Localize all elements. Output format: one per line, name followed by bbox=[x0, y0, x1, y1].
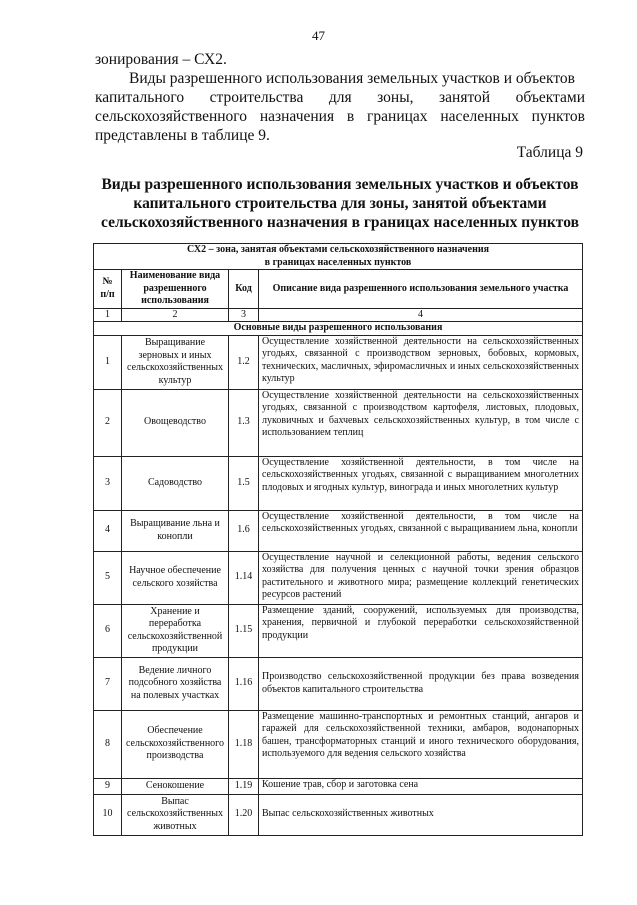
page-number: 47 bbox=[312, 28, 325, 43]
zone-title-row bbox=[94, 244, 583, 270]
row-description: Выпас сельскохозяйственных животных bbox=[259, 794, 583, 835]
row-number: 4 bbox=[94, 510, 122, 551]
row-number: 8 bbox=[94, 710, 122, 778]
header-row bbox=[94, 270, 583, 309]
intro-continuation: зонирования – СХ2. bbox=[95, 51, 227, 68]
row-number: 10 bbox=[94, 794, 122, 835]
zone-title-cell bbox=[94, 244, 583, 270]
row-name: Выращивание зерновых и иных сельскохозяйственных культур bbox=[122, 335, 229, 389]
row-name: Сенокошение bbox=[122, 778, 229, 794]
row-number: 2 bbox=[94, 389, 122, 456]
column-number: 3 bbox=[229, 308, 259, 322]
row-description: Размещение зданий, сооружений, используемых для производства, хранения, первичной и глубокой переработки сельскохозяйственной продукции bbox=[259, 604, 583, 657]
table-label: Таблица 9 bbox=[516, 144, 583, 161]
heading-line: сельскохозяйственного назначения в границах населенных пунктов bbox=[101, 214, 579, 231]
intro-line: сельскохозяйственного назначения в границах населенных пунктов bbox=[95, 108, 585, 125]
land-use-table bbox=[93, 243, 583, 836]
row-name: Обеспечение сельскохозяйственного производства bbox=[122, 710, 229, 778]
row-name: Хранение и переработка сельскохозяйственной продукции bbox=[122, 604, 229, 657]
header-num: № п/п bbox=[94, 270, 122, 309]
row-description: Осуществление хозяйственной деятельности на сельскохозяйственных угодьях, связанной с производством зерновых, бобовых, кормовых, технических, масличных, эфиромасличных и иных сельскохозяйственных культур bbox=[259, 335, 583, 389]
table-row bbox=[94, 657, 583, 710]
table-row bbox=[94, 389, 583, 456]
column-number: 2 bbox=[122, 308, 229, 322]
table-row bbox=[94, 604, 583, 657]
row-number: 5 bbox=[94, 551, 122, 604]
intro-line: представлены в таблице 9. bbox=[95, 127, 270, 144]
table-row bbox=[94, 335, 583, 389]
row-code: 1.18 bbox=[229, 710, 259, 778]
row-code: 1.15 bbox=[229, 604, 259, 657]
heading-line: Виды разрешенного использования земельных участков и объектов bbox=[101, 176, 579, 193]
row-name: Выращивание льна и конопли bbox=[122, 510, 229, 551]
row-description: Осуществление хозяйственной деятельности, в том числе на сельскохозяйственных угодьях, связанной с выращиванием многолетних плодовых и ягодных культур, винограда и иных многолетних культур bbox=[259, 456, 583, 510]
header-name: Наименование вида разрешенного использования bbox=[122, 270, 229, 309]
column-number-row bbox=[94, 308, 583, 322]
zone-title-line: СХ2 – зона, занятая объектами сельскохозяйственного назначения bbox=[186, 244, 490, 255]
row-code: 1.5 bbox=[229, 456, 259, 510]
row-number: 7 bbox=[94, 657, 122, 710]
intro-line: Виды разрешенного использования земельных участков и объектов bbox=[129, 70, 576, 87]
row-name: Ведение личного подсобного хозяйства на полевых участках bbox=[122, 657, 229, 710]
table-row bbox=[94, 778, 583, 794]
row-description: Производство сельскохозяйственной продукции без права возведения объектов капитального строительства bbox=[259, 657, 583, 710]
table-row bbox=[94, 710, 583, 778]
section-title-row bbox=[94, 322, 583, 336]
row-number: 3 bbox=[94, 456, 122, 510]
heading-line: капитального строительства для зоны, занятой объектами bbox=[133, 195, 547, 212]
table-row bbox=[94, 794, 583, 835]
row-description: Осуществление научной и селекционной работы, ведения сельского хозяйства для получения ценных с научной точки зрения образцов растительного и животного мира; размещение коллекций генетических ресурсов растений bbox=[259, 551, 583, 604]
row-name: Научное обеспечение сельского хозяйства bbox=[122, 551, 229, 604]
table-row bbox=[94, 456, 583, 510]
row-number: 6 bbox=[94, 604, 122, 657]
intro-text bbox=[95, 50, 585, 145]
row-number: 1 bbox=[94, 335, 122, 389]
column-number: 4 bbox=[259, 308, 583, 322]
row-code: 1.6 bbox=[229, 510, 259, 551]
row-number: 9 bbox=[94, 778, 122, 794]
row-description: Размещение машинно-транспортных и ремонтных станций, ангаров и гаражей для сельскохозяйственной техники, амбаров, водонапорных башен, трансформаторных станций и иного технического оборудования, используемого для ведения сельского хозяйства bbox=[259, 710, 583, 778]
header-code: Код bbox=[229, 270, 259, 309]
section-title: Основные виды разрешенного использования bbox=[94, 322, 583, 336]
intro-line: капитального строительства для зоны, занятой объектами bbox=[95, 89, 585, 106]
header-description: Описание вида разрешенного использования земельного участка bbox=[259, 270, 583, 309]
row-name: Выпас сельскохозяйственных животных bbox=[122, 794, 229, 835]
row-code: 1.2 bbox=[229, 335, 259, 389]
column-number: 1 bbox=[94, 308, 122, 322]
row-code: 1.19 bbox=[229, 778, 259, 794]
row-code: 1.20 bbox=[229, 794, 259, 835]
row-description: Кошение трав, сбор и заготовка сена bbox=[259, 778, 583, 794]
row-code: 1.14 bbox=[229, 551, 259, 604]
table-row bbox=[94, 510, 583, 551]
row-description: Осуществление хозяйственной деятельности на сельскохозяйственных угодьях, связанной с производством картофеля, листовых, плодовых, луковичных и бахчевых сельскохозяйственных культур, в том числе с использованием теплиц bbox=[259, 389, 583, 456]
document-heading bbox=[90, 175, 590, 232]
row-name: Садоводство bbox=[122, 456, 229, 510]
table-row bbox=[94, 551, 583, 604]
zone-title-line: в границах населенных пунктов bbox=[264, 256, 412, 268]
row-description: Осуществление хозяйственной деятельности, в том числе на сельскохозяйственных угодьях, связанной с выращиванием льна, конопли bbox=[259, 510, 583, 551]
row-code: 1.16 bbox=[229, 657, 259, 710]
row-name: Овощеводство bbox=[122, 389, 229, 456]
row-code: 1.3 bbox=[229, 389, 259, 456]
